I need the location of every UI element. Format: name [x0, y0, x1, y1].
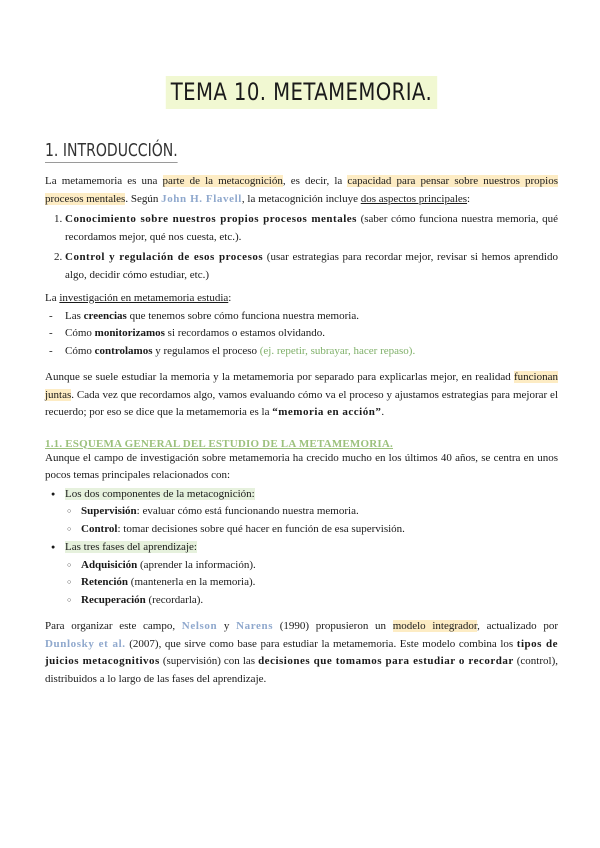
author-narens: Narens: [236, 620, 274, 632]
list-item: - Cómo monitorizamos si recordamos o estamos olvidando.: [49, 325, 558, 343]
topics-list: [45, 486, 558, 610]
intro-paragraph: La metamemoria es una parte de la metacognición, es decir, la capacidad para pensar sobre nuestros propios procesos mentales. Según John H. Flavell, la metacognición incluye dos aspectos principales:: [45, 175, 559, 205]
page-title: TEMA 10. METAMEMORIA.: [166, 76, 437, 109]
subsection-heading-esquema: 1.1. ESQUEMA GENERAL DEL ESTUDIO DE LA METAMEMORIA.: [45, 437, 393, 450]
list-item: ● Las tres fases del aprendizaje: ○ Adquisición (aprender la información). ○ Retención (mantenerla en la memoria). ○ Recuperación (recordarla).: [49, 539, 558, 609]
document-page: [45, 0, 558, 688]
list-item: 1. Conocimiento sobre nuestros propios procesos mentales (saber cómo funciona nuestra memoria, qué recordamos mejor, qué nos cuesta, etc.).: [65, 211, 558, 246]
memory-in-action-paragraph: Aunque se suele estudiar la memoria y la metamemoria por separado para explicarlas mejor, en realidad funcionan juntas. Cada vez que recordamos algo, vamos evaluando cómo va el proceso y ajustamos estrategias para mejorar el recuerdo; por eso se dice que la metamemoria es la “memoria en acción”.: [45, 371, 558, 418]
highlight-modelo-integrador: modelo integrador: [392, 620, 478, 632]
highlight-capacidad: capacidad para pensar sobre nuestros propios procesos mentales: [45, 175, 559, 205]
research-paragraph: La investigación en metamemoria estudia:: [45, 292, 232, 304]
list-item: ○ Supervisión: evaluar cómo está funcionando nuestra memoria.: [67, 503, 558, 521]
list-item: ● Los dos componentes de la metacognición: ○ Supervisión: evaluar cómo está funcionando nuestra memoria. ○ Control: tomar decisiones sobre qué hacer en función de esa supervisión.: [49, 486, 558, 539]
list-item: 2. Control y regulación de esos procesos (usar estrategias para recordar mejor, revisar si hemos aprendido algo, decidir cómo estudiar, etc.): [65, 249, 558, 284]
research-list: [45, 308, 558, 361]
aspects-list: [45, 211, 558, 284]
esquema-intro: Aunque el campo de investigación sobre metamemoria ha crecido mucho en los últimos 40 años, se centra en unos pocos temas principales relacionados con:: [45, 451, 558, 481]
highlight-funcionan-juntas: funcionan juntas: [45, 371, 558, 401]
list-item: ○ Retención (mantenerla en la memoria).: [67, 574, 558, 592]
highlight-metacognicion: parte de la metacognición: [162, 175, 283, 187]
author-flavell: John H. Flavell: [161, 192, 242, 205]
author-dunlosky: Dunlosky et al.: [45, 637, 126, 650]
list-item: ○ Adquisición (aprender la información).: [67, 557, 558, 575]
list-item: - Cómo controlamos y regulamos el proceso (ej. repetir, subrayar, hacer repaso).: [49, 343, 558, 361]
list-item: ○ Recuperación (recordarla).: [67, 592, 558, 610]
author-nelson: Nelson: [181, 620, 218, 632]
section-heading-introduccion: 1. INTRODUCCIÓN.: [45, 140, 178, 161]
list-item: - Las creencias que tenemos sobre cómo funciona nuestra memoria.: [49, 308, 558, 326]
model-paragraph: Para organizar este campo, Nelson y Narens (1990) propusieron un modelo integrador, actualizado por Dunlosky et al. (2007), que sirve como base para estudiar la metamemoria. Este modelo combina los tipos de juicios metacognitivos (supervisión) con las decisiones que tomamos para estudiar o recordar (control), distribuidos a lo largo de las fases del aprendizaje.: [45, 620, 559, 685]
list-item: ○ Control: tomar decisiones sobre qué hacer en función de esa supervisión.: [67, 521, 558, 539]
